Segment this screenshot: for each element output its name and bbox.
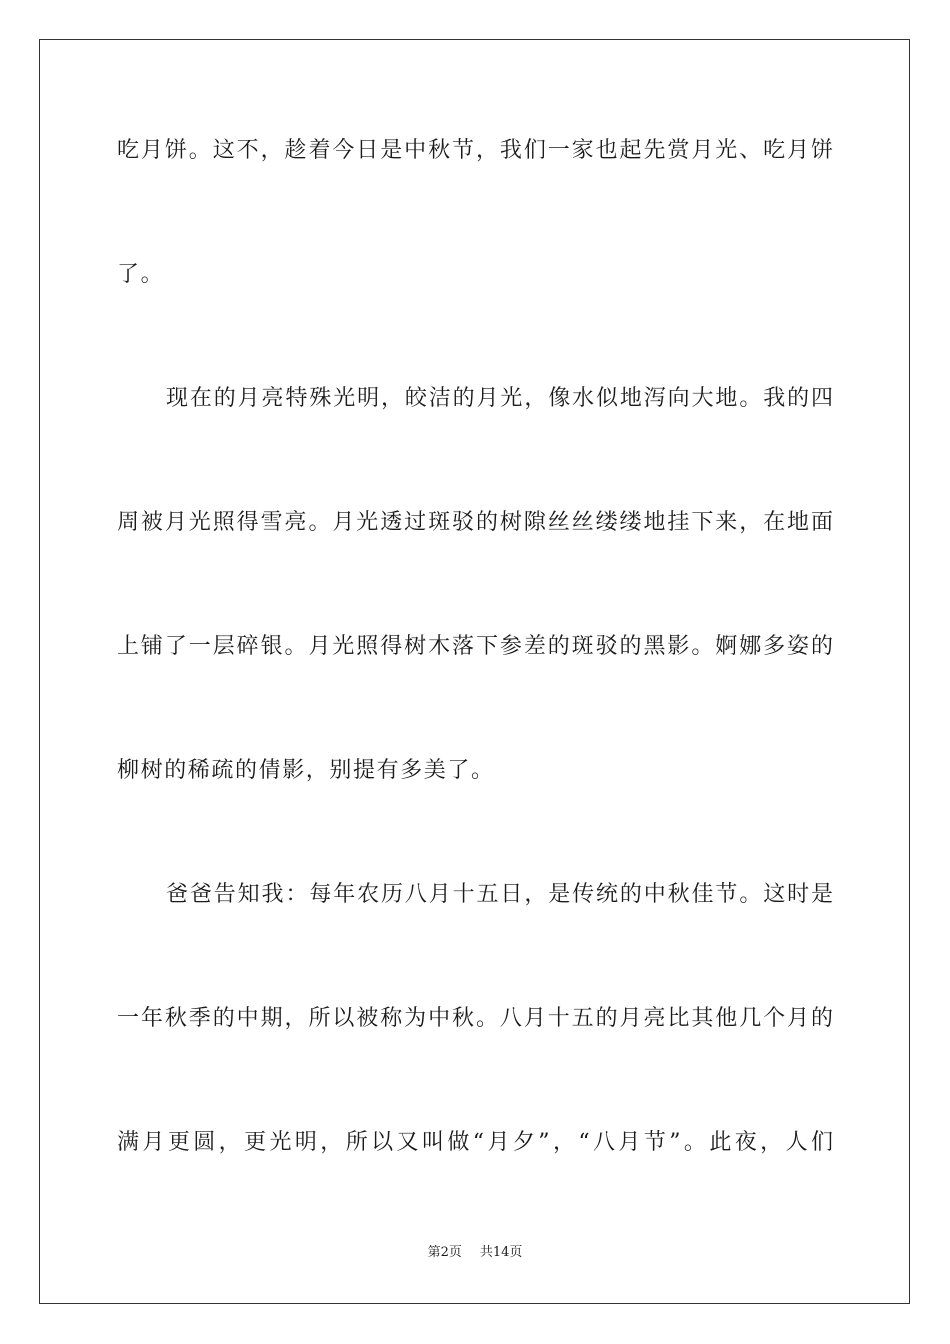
text-line-8: 一年秋季的中期，所以被称为中秋。八月十五的月亮比其他几个月的 (117, 1006, 833, 1031)
page-border (39, 39, 910, 1304)
text-line-5: 上铺了一层碎银。月光照得树木落下参差的斑驳的黑影。婀娜多姿的 (117, 634, 833, 659)
paragraph-start-line-7: 爸爸告知我：每年农历八月十五日，是传统的中秋佳节。这时是 (166, 882, 833, 907)
text-line-4: 周被月光照得雪亮。月光透过斑驳的树隙丝丝缕缕地挂下来，在地面 (117, 510, 833, 535)
total-pages: 共14页 (479, 1245, 523, 1260)
page-footer (0, 1244, 950, 1262)
text-line-9: 满月更圆，更光明，所以又叫做“月夕”，“八月节”。此夜，人们 (117, 1130, 833, 1155)
text-line-2: 了。 (117, 262, 165, 287)
page-number: 第2页 (427, 1245, 462, 1260)
text-line-1: 吃月饼。这不，趁着今日是中秋节，我们一家也起先赏月光、吃月饼 (117, 138, 833, 163)
text-line-6: 柳树的稀疏的倩影，别提有多美了。 (117, 758, 495, 783)
paragraph-start-line-3: 现在的月亮特殊光明，皎洁的月光，像水似地泻向大地。我的四 (166, 386, 833, 411)
